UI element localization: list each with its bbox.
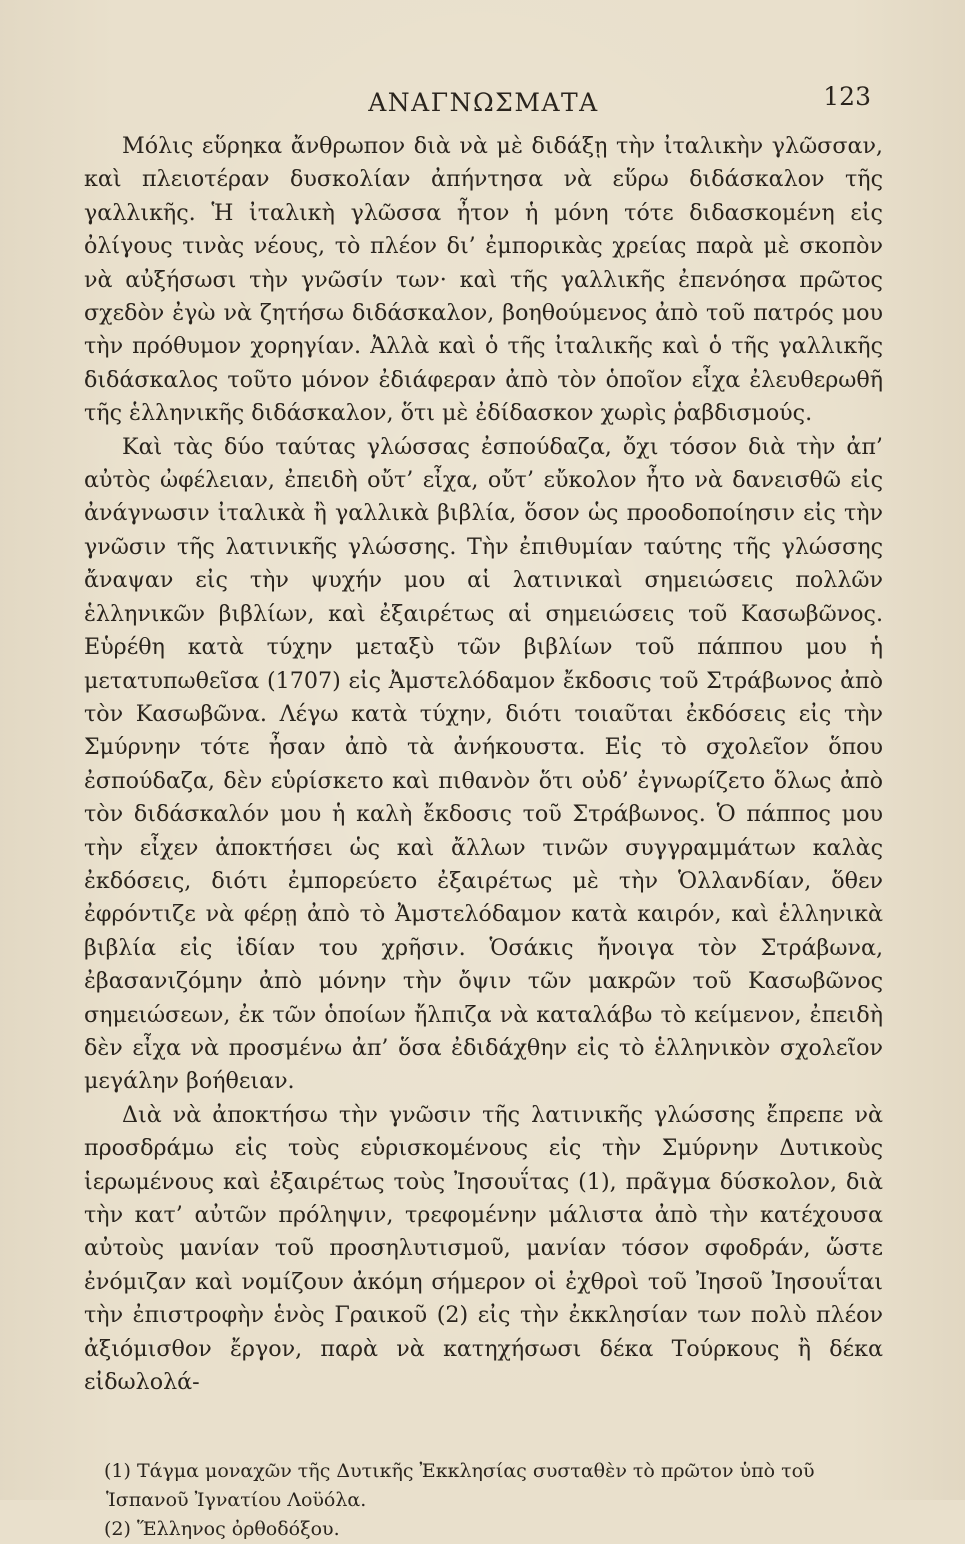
running-title: ΑΝΑΓΝΩΣΜΑΤΑ [368, 88, 599, 117]
footnote-2: (2) Ἕλληνος ὀρθοδόξου. [104, 1518, 340, 1541]
paragraph-3: Διὰ νὰ ἀποκτήσω τὴν γνῶσιν τῆς λατινικῆς γλώσσης ἔπρεπε νὰ προσδράμω εἰς τοὺς εὑρισκομένους εἰς τὴν Σμύρνην Δυτικοὺς ἱερωμένους καὶ ἐξαιρέτως τοὺς Ἰησουΐτας (1), πρᾶγμα δύσκολον, διὰ τὴν κατ’ αὐτῶν πρόληψιν, τρεφομένην μάλιστα ἀπὸ τὴν κατέχουσα αὐτοὺς μανίαν τοῦ προσηλυτισμοῦ, μανίαν τόσον σφοδράν, ὥστε ἐνόμιζαν καὶ νομίζουν ἀκόμη σήμερον οἱ ἐχθροὶ τοῦ Ἰησοῦ Ἰησουΐται τὴν ἐπιστροφὴν ἑνὸς Γραικοῦ (2) εἰς τὴν ἐκκλησίαν των πολὺ πλέον ἀξιόμισθον ἔργον, παρὰ νὰ κατηχήσωσι δέκα Τούρκους ἢ δέκα εἰδωλολά- [84, 1101, 883, 1396]
main-text [84, 130, 883, 1399]
paragraph-1: Μόλις εὕρηκα ἄνθρωπον διὰ νὰ μὲ διδάξῃ τὴν ἰταλικὴν γλῶσσαν, καὶ πλειοτέραν δυσκολίαν ἀπήντησα νὰ εὕρω διδάσκαλον τῆς γαλλικῆς. Ἡ ἰταλικὴ γλῶσσα ἦτον ἡ μόνη τότε διδασκομένη εἰς ὀλίγους τινὰς νέους, τὸ πλέον δι’ ἐμπορικὰς χρείας παρὰ μὲ σκοπὸν νὰ αὐξήσωσι τὴν γνῶσίν των· καὶ τῆς γαλλικῆς ἐπενόησα πρῶτος σχεδὸν ἐγὼ νὰ ζητήσω διδάσκαλον, βοηθούμενος ἀπὸ τοῦ πατρός μου τὴν πρόθυμον χορηγίαν. Ἀλλὰ καὶ ὁ τῆς ἰταλικῆς καὶ ὁ τῆς γαλλικῆς διδάσκαλος τοῦτο μόνον ἐδιάφεραν ἀπὸ τὸν ὁποῖον εἶχα ἐλευθερωθῆ τῆς ἑλληνικῆς διδάσκαλον, ὅτι μὲ ἐδίδασκον χωρὶς ῥαβδισμούς. [84, 133, 883, 427]
footnotes [84, 1457, 883, 1544]
page-number: 123 [823, 82, 871, 111]
footnote-1: (1) Τάγμα μοναχῶν τῆς Δυτικῆς Ἐκκλησίας συσταθὲν τὸ πρῶτον ὑπὸ τοῦ Ἱσπανοῦ Ἰγνατίου Λοϋόλα. [104, 1460, 815, 1512]
paragraph-2: Καὶ τὰς δύο ταύτας γλώσσας ἐσπούδαζα, ὄχι τόσον διὰ τὴν ἀπ’ αὐτὸς ὠφέλειαν, ἐπειδὴ οὔτ’ εἶχα, οὔτ’ εὔκολον ἦτο νὰ δανεισθῶ εἰς ἀνάγνωσιν ἰταλικὰ ἢ γαλλικὰ βιβλία, ὅσον ὡς προοδοποίησιν εἰς τὴν γνῶσιν τῆς λατινικῆς γλώσσης. Τὴν ἐπιθυμίαν ταύτης τῆς γλώσσης ἄναψαν εἰς τὴν ψυχήν μου αἱ λατινικαὶ σημειώσεις πολλῶν ἑλληνικῶν βιβλίων, καὶ ἐξαιρέτως αἱ σημειώσεις τοῦ Κασωβῶνος. Εὑρέθη κατὰ τύχην μεταξὺ τῶν βιβλίων τοῦ πάππου μου ἡ μετατυπωθεῖσα (1707) εἰς Ἀμστελόδαμον ἔκδοσις τοῦ Στράβωνος ἀπὸ τὸν Κασωβῶνα. Λέγω κατὰ τύχην, διότι τοιαῦται ἐκδόσεις εἰς τὴν Σμύρνην τότε ἦσαν ἀπὸ τὰ ἀνήκουστα. Εἰς τὸ σχολεῖον ὅπου ἐσπούδαζα, δὲν εὑρίσκετο καὶ πιθανὸν ὅτι οὐδ’ ἐγνωρίζετο ὅλως ἀπὸ τὸν διδάσκαλόν μου ἡ καλὴ ἔκδοσις τοῦ Στράβωνος. Ὁ πάππος μου τὴν εἶχεν ἀποκτήσει ὡς καὶ ἄλλων τινῶν συγγραμμάτων καλὰς ἐκδόσεις, διότι ἐμπορεύετο ἐξαιρέτως μὲ τὴν Ὁλλανδίαν, ὅθεν ἐφρόντιζε νὰ φέρῃ ἀπὸ τὸ Ἀμστελόδαμον κατὰ καιρόν, καὶ ἑλληνικὰ βιβλία εἰς ἰδίαν του χρῆσιν. Ὁσάκις ἤνοιγα τὸν Στράβωνα, ἐβασανιζόμην ἀπὸ μόνην τὴν ὄψιν τῶν μακρῶν τοῦ Κασωβῶνος σημειώσεων, ἐκ τῶν ὁποίων ἤλπιζα νὰ καταλάβω τὸ κείμενον, ἐπειδὴ δὲν εἶχα νὰ προσμένω ἀπ’ ὅσα ἐδιδάχθην εἰς τὸ ἑλληνικὸν σχολεῖον μεγάλην βοήθειαν. [84, 433, 883, 1095]
running-head [84, 78, 883, 118]
